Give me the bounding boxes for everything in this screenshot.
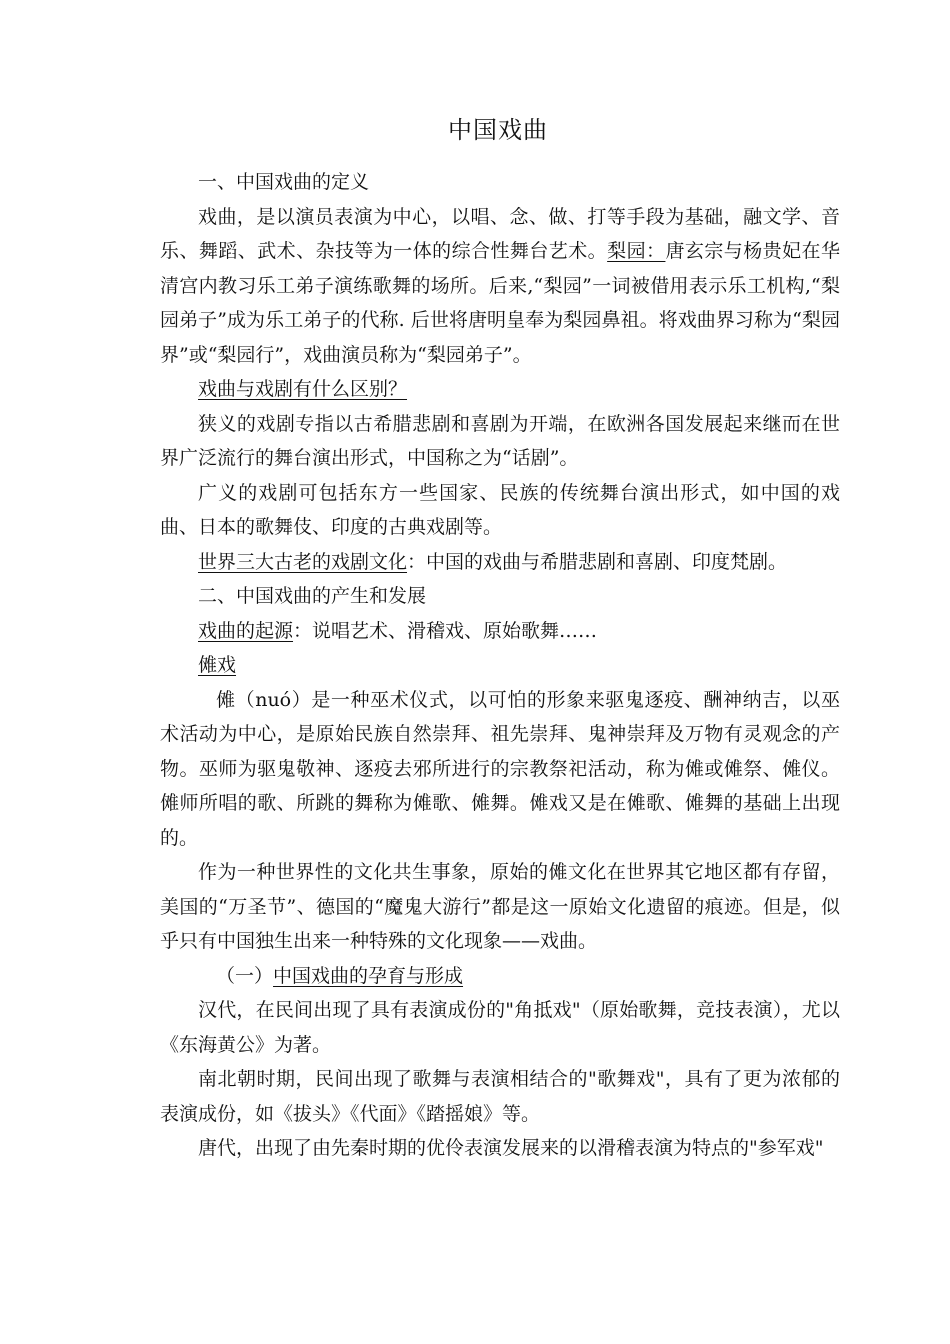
three-cultures-text: ：中国的戏曲与希腊悲剧和喜剧、印度梵剧。 — [407, 550, 788, 573]
question-text: 戏曲与戏剧有什么区别？ — [198, 378, 408, 400]
paragraph-world-culture: 作为一种世界性的文化共生事象，原始的傩文化在世界其它地区都有存留，美国的“万圣节”、德国的“魔鬼大游行”都是这一原始文化遗留的痕迹。但是，似乎只有中国独生出来一种特殊的文化现象——戏曲。 — [160, 861, 840, 952]
subsection-prefix: （一） — [216, 964, 274, 987]
origin-text: ：说唱艺术、滑稽戏、原始歌舞…… — [293, 619, 598, 642]
paragraph-definition — [160, 200, 840, 373]
document-body — [160, 165, 840, 1166]
question-heading — [160, 372, 840, 407]
page-title: 中国戏曲 — [448, 116, 548, 144]
paragraph-origin — [160, 614, 840, 649]
liyuan-term: 梨园： — [607, 240, 666, 262]
paragraph-southern-northern: 南北朝时期，民间出现了歌舞与表演相结合的"歌舞戏"，具有了更为浓郁的表演成份，如《拔头》《代面》《踏摇娘》等。 — [160, 1068, 840, 1125]
liyuan-text: 唐玄宗与杨贵妃在华清宫内教习乐工弟子演练歌舞的场所。后来,“梨园”一词被借用表示乐工机构,“梨园弟子”成为乐工弟子的代称. 后世将唐明皇奉为梨园鼻祖。将戏曲界习称为“梨园界”或“梨园行”，戏曲演员称为“梨园弟子”。 — [160, 240, 840, 366]
paragraph-broad-drama: 广义的戏剧可包括东方一些国家、民族的传统舞台演出形式，如中国的戏曲、日本的歌舞伎、印度的古典戏剧等。 — [160, 481, 840, 538]
subsection-heading-formation — [160, 959, 840, 994]
paragraph-tang-dynasty: 唐代，出现了由先秦时期的优伶表演发展来的以滑稽表演为特点的"参军戏" — [198, 1137, 824, 1159]
paragraph-three-cultures — [160, 545, 840, 580]
paragraph-narrow-drama: 狭义的戏剧专指以古希腊悲剧和喜剧为开端，在欧洲各国发展起来继而在世界广泛流行的舞台演出形式，中国称之为“话剧”。 — [160, 412, 840, 469]
origin-term: 戏曲的起源 — [198, 619, 294, 642]
paragraph-nuo: 傩（nuó）是一种巫术仪式，以可怕的形象来驱鬼逐疫、酬神纳吉，以巫术活动为中心，是原始民族自然崇拜、祖先崇拜、鬼神崇拜及万物有灵观念的产物。巫师为驱鬼敬神、逐疫去邪所进行的宗教祭祀活动，称为傩或傩祭、傩仪。傩师所唱的歌、所跳的舞称为傩歌、傩舞。傩戏又是在傩歌、傩舞的基础上出现的。 — [160, 688, 840, 849]
nuo-heading-text: 傩戏 — [198, 654, 237, 676]
three-cultures-term: 世界三大古老的戏剧文化 — [198, 550, 408, 573]
paragraph-han-dynasty: 汉代，在民间出现了具有表演成份的"角抵戏"（原始歌舞，竞技表演），尤以《东海黄公》为著。 — [160, 999, 840, 1056]
definition-text: 戏曲，是以演员表演为中心，以唱、念、做、打等手段为基础，融文学、音乐、舞蹈、武术、杂技等为一体的综合性舞台艺术。 — [160, 205, 840, 262]
subsection-title: 中国戏曲的孕育与形成 — [273, 964, 464, 987]
nuo-heading — [160, 648, 840, 683]
section-heading-development: 二、中国戏曲的产生和发展 — [198, 585, 427, 607]
section-heading-definition: 一、中国戏曲的定义 — [198, 171, 370, 193]
